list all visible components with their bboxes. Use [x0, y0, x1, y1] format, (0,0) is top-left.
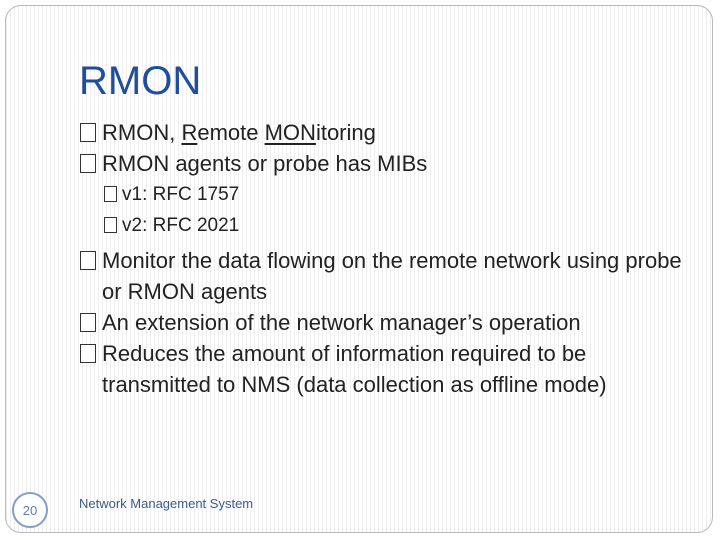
bullet-text: Monitor the data flowing on the remote network using probe or RMON agents	[102, 248, 682, 304]
bullet-box-icon	[80, 123, 96, 142]
bullet-item	[80, 148, 690, 179]
sub-bullet-item	[80, 210, 690, 241]
bullet-text-rmon-part3: emote	[197, 120, 265, 145]
bullet-item	[80, 307, 690, 338]
bullet-list	[80, 117, 690, 400]
bullet-text-rmon-part1: RMON,	[102, 120, 182, 145]
bullet-text-rmon-r: R	[181, 120, 198, 145]
bullet-box-icon	[80, 251, 96, 270]
bullet-text: RMON agents or probe has MIBs	[102, 151, 428, 176]
slide-title: RMON	[79, 59, 202, 103]
sub-bullet-text: v2: RFC 2021	[122, 215, 240, 236]
sub-bullet-item	[80, 179, 690, 210]
sub-bullet-text: v1: RFC 1757	[122, 184, 240, 205]
bullet-item	[80, 117, 690, 148]
bullet-item	[80, 338, 690, 400]
page-number-badge	[12, 492, 48, 528]
bullet-box-icon	[104, 186, 117, 202]
bullet-box-icon	[80, 154, 96, 173]
bullet-text-rmon-part5: itoring	[315, 120, 376, 145]
bullet-item	[80, 245, 690, 307]
bullet-text: An extension of the network manager’s operation	[102, 310, 581, 335]
page-number: 20	[22, 502, 38, 518]
bullet-text: Reduces the amount of information required to be transmitted to NMS (data collection as offline mode)	[102, 341, 607, 397]
bullet-box-icon	[104, 217, 117, 233]
slide-footer: Network Management System	[79, 496, 254, 511]
bullet-text-rmon-mon: MON	[264, 120, 316, 145]
bullet-box-icon	[80, 344, 96, 363]
bullet-box-icon	[80, 313, 96, 332]
